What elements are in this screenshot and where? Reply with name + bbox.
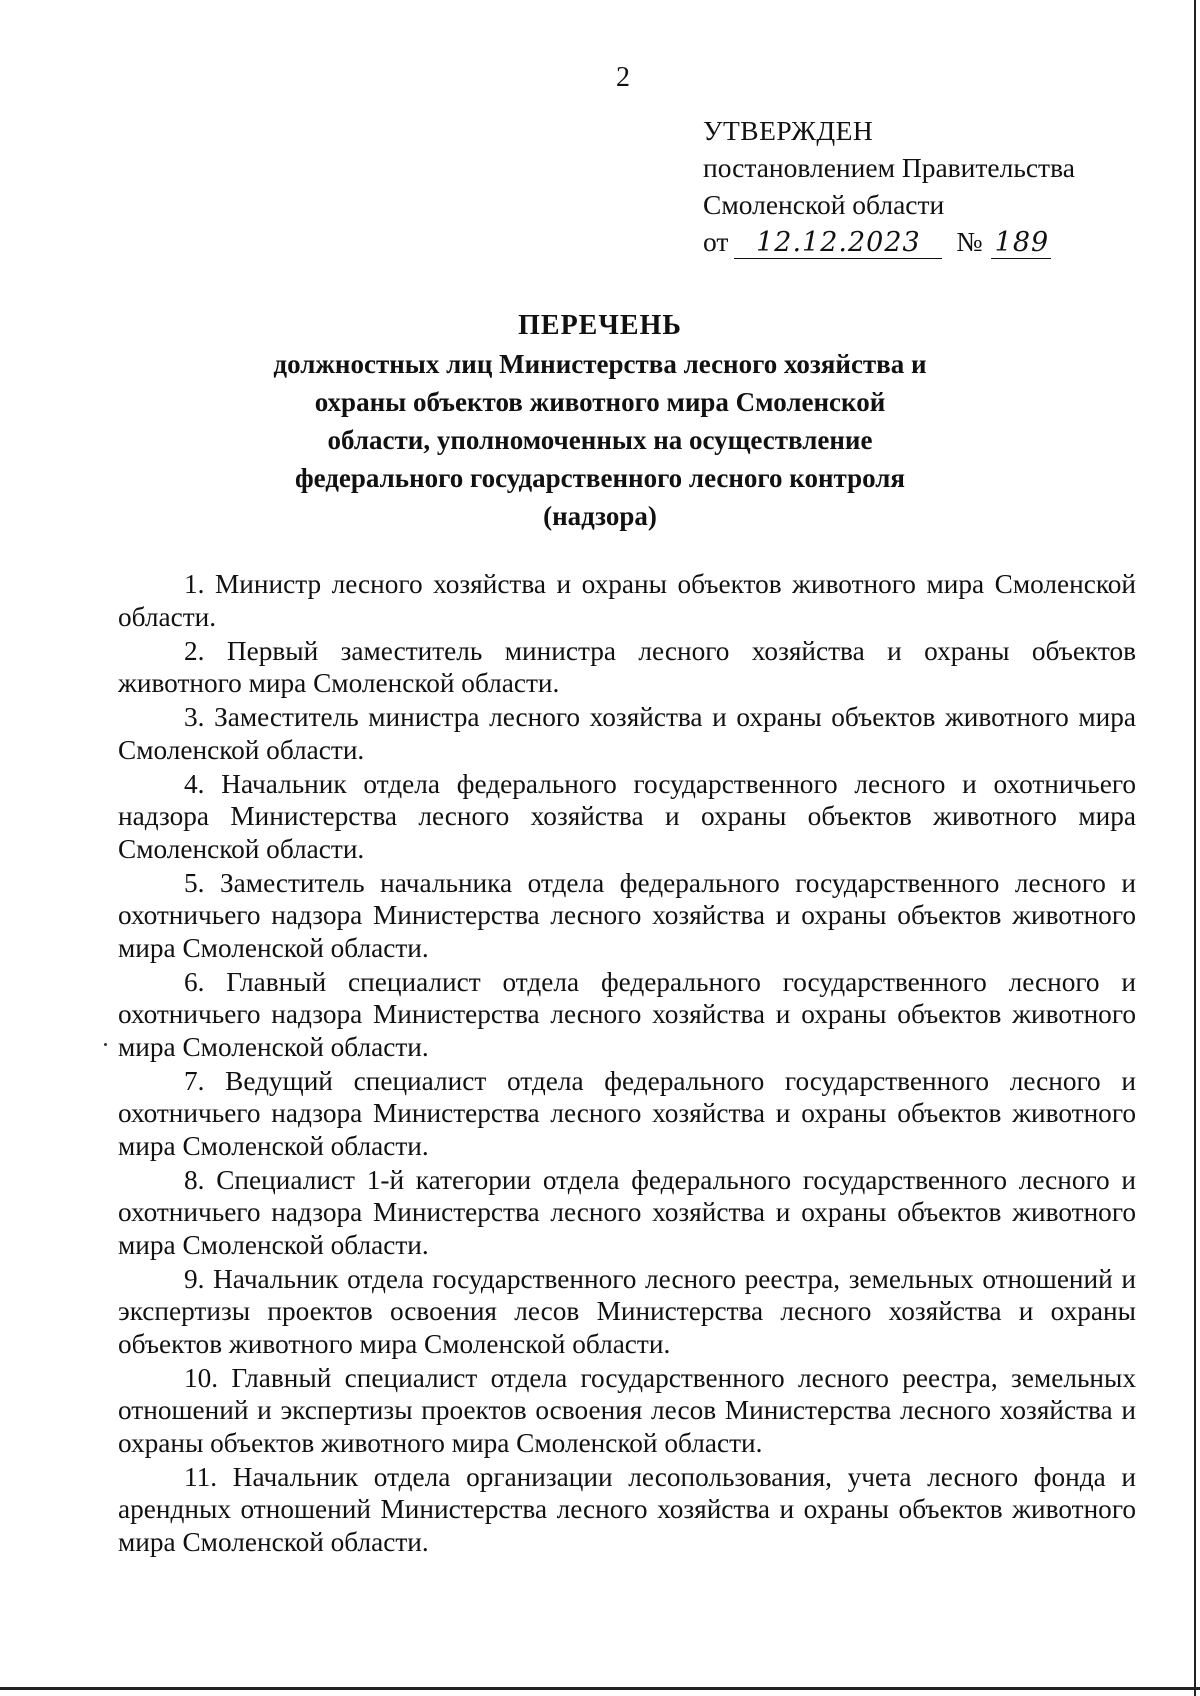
title-line: должностных лиц Министерства лесного хозяйства и: [273, 349, 927, 379]
title-main: ПЕРЕЧЕНЬ: [518, 310, 682, 341]
list-item: 7. Ведущий специалист отдела федерального государственного лесного и охотничьего надзора Министерства лесного хозяйства и охраны объектов животного мира Смоленской области.: [118, 1065, 1136, 1161]
approval-stamp: УТВЕРЖДЕН: [703, 115, 874, 146]
number-prefix: №: [956, 226, 983, 257]
list-item: 4. Начальник отдела федерального государственного лесного и охотничьего надзора Министерства лесного хозяйства и охраны объектов животного мира Смоленской области.: [118, 768, 1136, 864]
approval-line-1: постановлением Правительства: [703, 152, 1075, 183]
handwritten-number: 189: [991, 228, 1051, 259]
date-prefix: от: [703, 226, 729, 257]
handwritten-date: 12.12.2023: [734, 228, 942, 259]
list-item: 11. Начальник отдела организации лесопользования, учета лесного фонда и арендных отношений Министерства лесного хозяйства и охраны объектов животного мира Смоленской области.: [118, 1461, 1136, 1557]
title-line: охраны объектов животного мира Смоленской: [314, 387, 886, 417]
title-line: (надзора): [543, 501, 657, 531]
approval-line-2: Смоленской области: [703, 189, 945, 220]
page-number: 2: [616, 62, 630, 93]
scan-speck: [104, 1043, 107, 1046]
list-item: 5. Заместитель начальника отдела федерального государственного лесного и охотничьего надзора Министерства лесного хозяйства и охраны объектов животного мира Смоленской области.: [118, 867, 1136, 963]
title-line: федерального государственного лесного контроля: [294, 463, 906, 493]
title-line: области, уполномоченных на осуществление: [327, 425, 873, 455]
list-item: 8. Специалист 1-й категории отдела федерального государственного лесного и охотничьего надзора Министерства лесного хозяйства и охраны объектов животного мира Смоленской области.: [118, 1164, 1136, 1260]
list-item: 2. Первый заместитель министра лесного хозяйства и охраны объектов животного мира Смоленской области.: [118, 635, 1136, 698]
officials-list: [118, 568, 1136, 1560]
scan-bottom-edge: [0, 1687, 1200, 1690]
approval-block: [703, 112, 1075, 260]
list-item: 6. Главный специалист отдела федерального государственного лесного и охотничьего надзора Министерства лесного хозяйства и охраны объектов животного мира Смоленской области.: [118, 966, 1136, 1062]
list-item: 10. Главный специалист отдела государственного лесного реестра, земельных отношений и экспертизы проектов освоения лесов Министерства лесного хозяйства и охраны объектов животного мира Смоленской области.: [118, 1362, 1136, 1458]
list-item: 9. Начальник отдела государственного лесного реестра, земельных отношений и экспертизы проектов освоения лесов Министерства лесного хозяйства и охраны объектов животного мира Смоленской области.: [118, 1263, 1136, 1359]
approval-date-line: [703, 223, 1075, 260]
list-item: 3. Заместитель министра лесного хозяйства и охраны объектов животного мира Смоленской области.: [118, 702, 1136, 765]
scan-right-edge: [1194, 0, 1196, 1696]
list-item: 1. Министр лесного хозяйства и охраны объектов животного мира Смоленской области.: [118, 569, 1136, 632]
document-title: [250, 307, 950, 535]
